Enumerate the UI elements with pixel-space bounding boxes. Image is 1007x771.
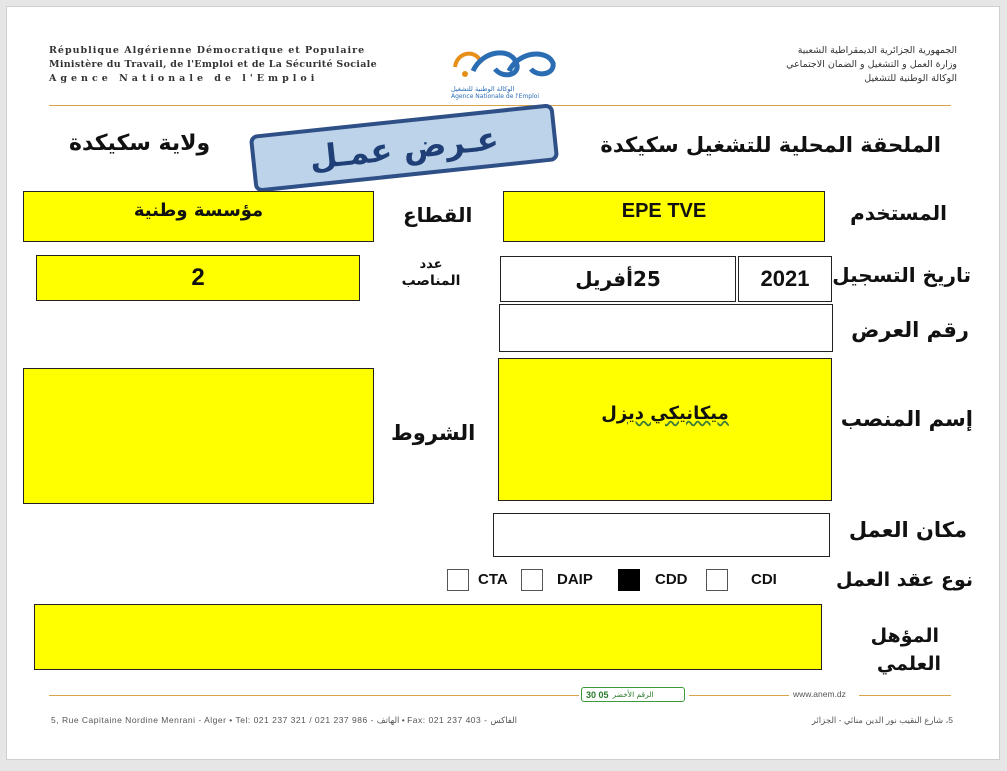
contract-cdd-checkbox[interactable] [618, 569, 640, 591]
qualification-field[interactable] [34, 604, 822, 670]
qualification-label-l1: المؤهل [870, 625, 939, 647]
agency-title: الملحقة المحلية للتشغيل سكيكدة [600, 133, 941, 157]
footer-divider-right [859, 695, 951, 696]
anem-logo-mark [443, 41, 563, 85]
header-fr-line1: République Algérienne Démocratique et Populaire [49, 45, 366, 56]
contract-type-label: نوع عقد العمل [836, 569, 973, 591]
contract-cdi-label: CDI [751, 571, 777, 588]
green-number: 30 05 [586, 689, 609, 700]
positions-count-field[interactable]: 2 [36, 255, 360, 301]
employer-label: المستخدم [850, 201, 947, 225]
registration-year-field[interactable]: 2021 [738, 256, 832, 302]
logo-caption-ar: الوكالة الوطنية للتشغيل [451, 85, 515, 93]
footer-address-ar: 5، شارع النقيب نور الدين منائي - الجزائر [811, 715, 953, 725]
qualification-label-l2: العلمي [876, 653, 941, 675]
offer-number-field[interactable] [499, 304, 833, 352]
footer-divider-mid [689, 695, 789, 696]
offer-number-label: رقم العرض [851, 318, 969, 342]
footer-divider-left [49, 695, 579, 696]
registration-daymonth-field[interactable]: 25أفريل [500, 256, 736, 302]
header-fr-line3: Agence Nationale de l'Emploi [49, 73, 319, 84]
header-fr-line2: Ministère du Travail, de l'Emploi et de La Sécurité Sociale [49, 59, 377, 70]
job-title-field[interactable]: ميكانيكي ديزل [498, 358, 832, 501]
header-ar-line3: الوكالة الوطنية للتشغيل [864, 73, 957, 84]
positions-label-l2: المناصب [401, 273, 461, 289]
employer-field[interactable]: EPE TVE [503, 191, 825, 242]
contract-cta-checkbox[interactable] [447, 569, 469, 591]
contract-cdd-label: CDD [655, 571, 688, 588]
header-ar-line1: الجمهورية الجزائرية الديمقراطية الشعبية [797, 45, 957, 56]
conditions-field[interactable] [23, 368, 374, 504]
contract-daip-checkbox[interactable] [521, 569, 543, 591]
workplace-field[interactable] [493, 513, 830, 557]
job-offer-stamp [249, 103, 559, 193]
green-number-badge [581, 687, 685, 702]
sector-label: القطاع [403, 203, 473, 227]
contract-cdi-checkbox[interactable] [706, 569, 728, 591]
offer-form-page [6, 6, 1000, 760]
header-divider [49, 105, 951, 106]
registration-date-label: تاريخ التسجيل [832, 263, 971, 287]
workplace-label: مكان العمل [848, 518, 967, 542]
logo-caption-fr: Agence Nationale de l'Emploi [451, 93, 540, 100]
contract-cta-label: CTA [478, 571, 508, 588]
contract-daip-label: DAIP [557, 571, 593, 588]
anem-logo [443, 41, 563, 101]
job-title-label: إسم المنصب [840, 407, 973, 431]
conditions-label: الشروط [391, 421, 476, 445]
positions-label-l1: عدد [419, 257, 443, 272]
wilaya-title: ولاية سكيكدة [69, 131, 211, 156]
job-offer-stamp-text: عـرض عمـل [307, 119, 501, 177]
header-ar-line2: وزارة العمل و التشغيل و الضمان الاجتماعي [786, 59, 957, 70]
sector-field[interactable]: مؤسسة وطنية [23, 191, 374, 242]
green-number-label: الرقم الأخضر [612, 690, 654, 699]
footer-website[interactable]: www.anem.dz [793, 689, 846, 699]
footer-address-fr: 5, Rue Capitaine Nordine Menrani - Alger • Tel: 021 237 321 / 021 237 986 - الهاتف • Fax: 021 237 403 - الفاكس [51, 715, 518, 725]
